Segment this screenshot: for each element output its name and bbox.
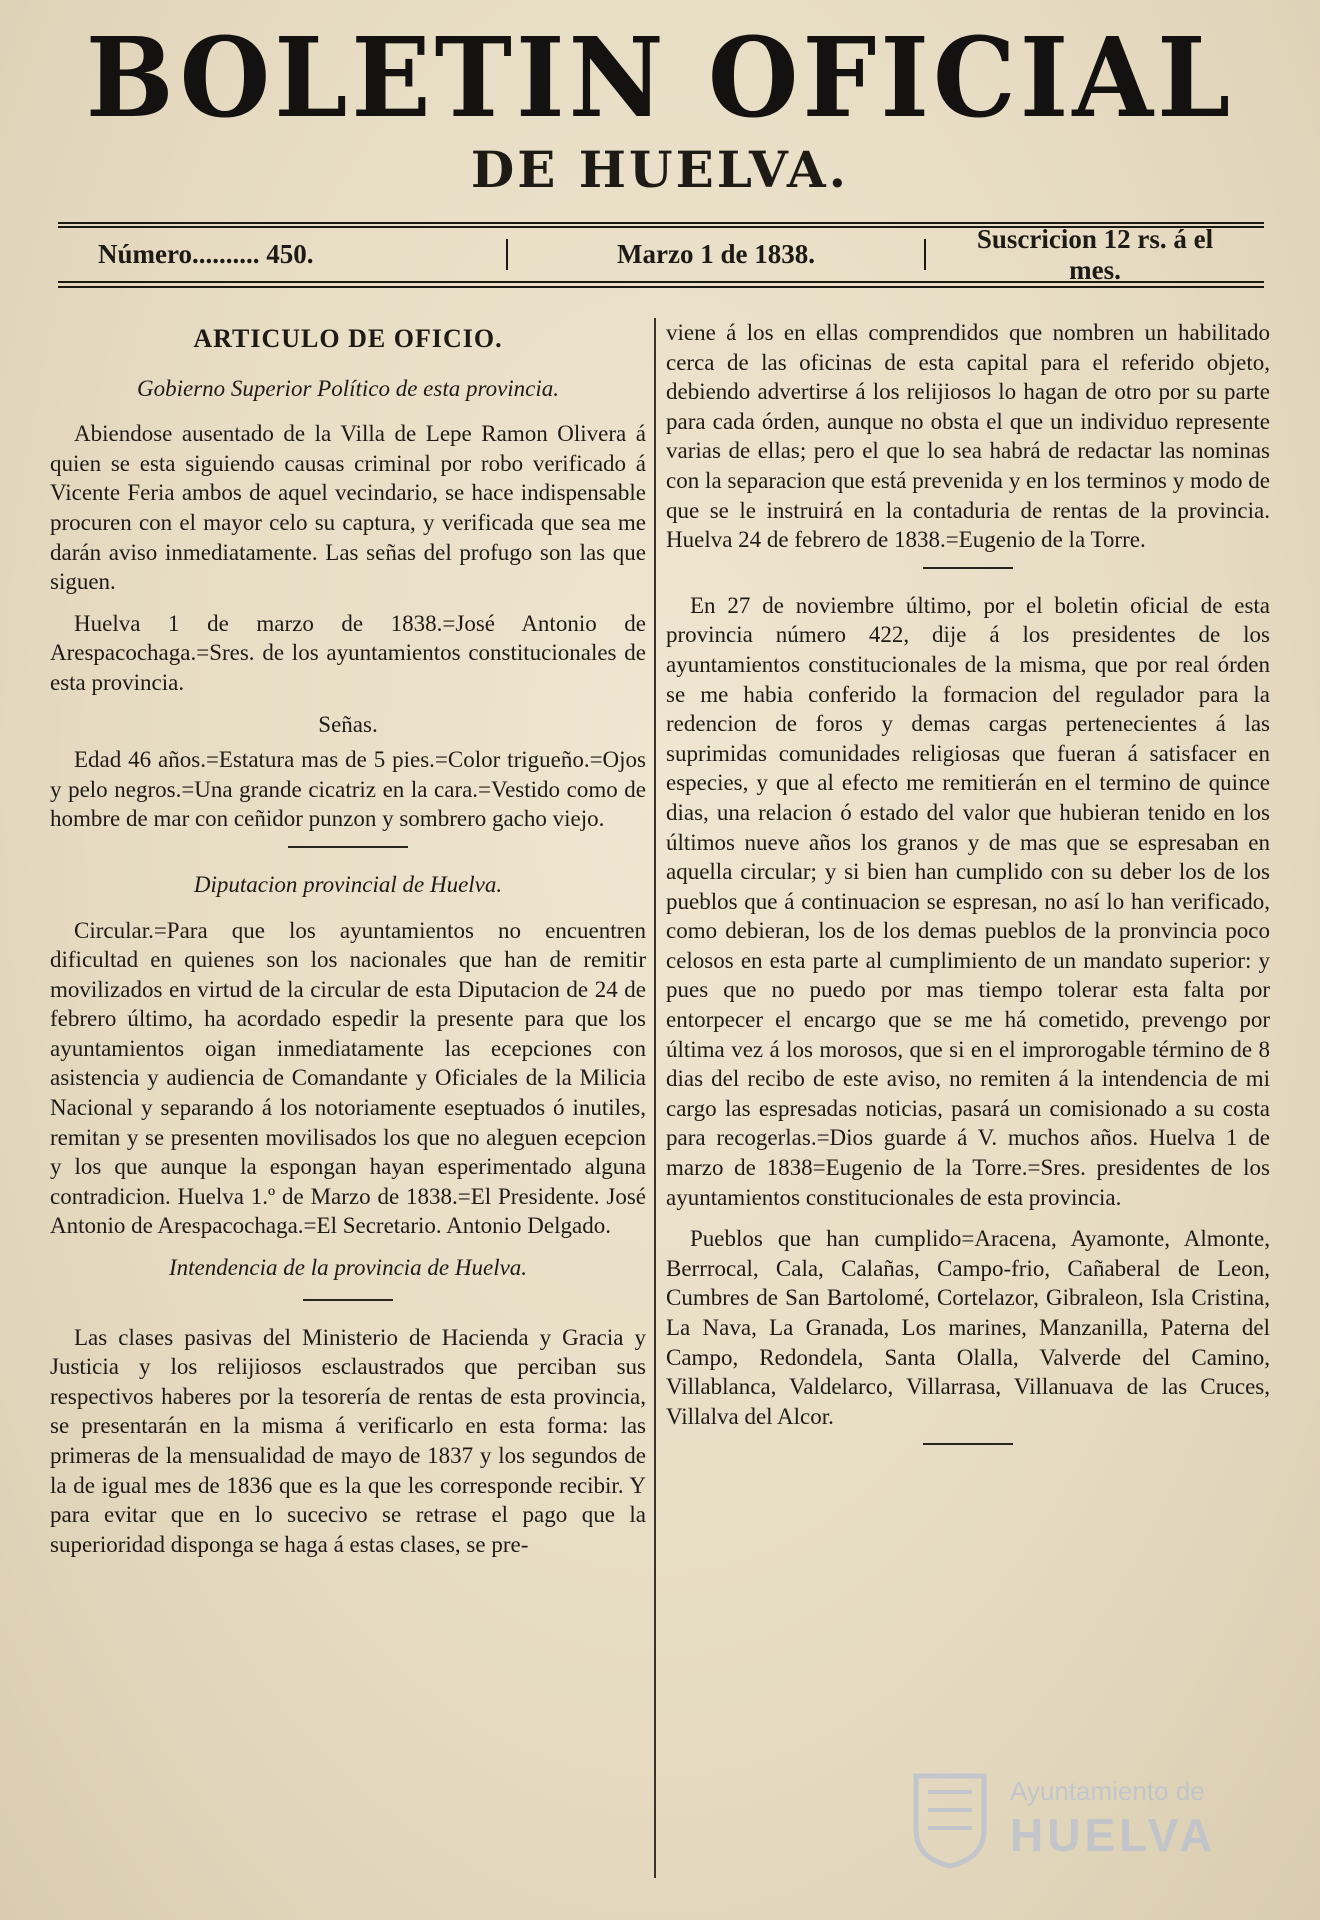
intendencia-heading: Intendencia de la provincia de Huelva. — [168, 1255, 528, 1281]
newspaper-subtitle: DE HUELVA. — [470, 140, 850, 199]
newspaper-title: BOLETIN OFICIAL — [85, 12, 1235, 143]
intendencia-paragraph: Las clases pasivas del Ministerio de Hacienda y Gracia y Justicia y los relijiosos esclaustrados que perciban sus respectivos haberes por la tesorería de rentas de esta provincia, se presentarán en la misma á verificarlo en esta forma: las primeras de la mensualidad de mayo de 1837 y los segundos de la de igual mes de 1836 que es la que les corresponde recibir. Y para evitar que en lo sucecivo se retrase el pago que la superioridad disponga se haga á estas clases, se pre- — [50, 1324, 646, 1557]
issue-date: Marzo 1 de 1838. — [508, 239, 926, 270]
archive-watermark — [910, 1770, 1240, 1880]
divider-rule — [923, 1443, 1013, 1445]
divider-rule — [923, 567, 1013, 569]
intendencia-continuation: viene á los en ellas comprendidos que nombren un habilitado cerca de las oficinas de esta capital para el referido objeto, debiendo advertirse á los relijiosos lo hagan de otro por su parte para cada órden, aunque no obsta el que un individuo represente varias de ellas; pero el que lo sea habrá de redactar las nominas con la separacion que está prevenida y en los terminos y modo de que se le instruirá en la contaduria de rentas de la provincia. Huelva 24 de febrero de 1838.=Eugenio de la Torre. — [666, 320, 1270, 553]
watermark-line1: Ayuntamiento de — [1010, 1776, 1205, 1806]
subscription-price: Suscricion 12 rs. á el mes. — [976, 223, 1214, 285]
shield-icon — [910, 1770, 990, 1870]
right-column — [666, 318, 1270, 1467]
issue-number: Número.......... 450. — [58, 239, 508, 270]
masthead — [0, 12, 1320, 199]
gobierno-paragraph: Abiendose ausentado de la Villa de Lepe Ramon Olivera á quien se esta siguiendo causas criminal por robo verificado á Vicente Feria ambos de aquel vecindario, se hace indispensable procuren con el mayor celo su captura, y verificada que sea me darán aviso inmediatamente. Las señas del profugo son las que siguen. — [50, 421, 646, 595]
divider-rule — [303, 1299, 393, 1301]
watermark-line2: HUELVA — [1010, 1809, 1217, 1861]
pueblos-paragraph: Pueblos que han cumplido=Aracena, Ayamonte, Almonte, Berrrocal, Cala, Calañas, Campo-frio, Cañaberal de Leon, Cumbres de San Bartolomé, Cortelazor, Gibraleon, Isla Cristina, La Nava, La Granada, Los marines, Manzanilla, Paterna del Campo, Redondela, Santa Olalla, Valverde del Camino, Villablanca, Valdelarco, Villarrasa, Villanuava de las Cruces, Villalva del Alcor. — [666, 1226, 1270, 1429]
issue-info-bar — [58, 222, 1264, 288]
divider-rule — [288, 846, 408, 848]
gobierno-signature: Huelva 1 de marzo de 1838.=José Antonio de Arespacochaga.=Sres. de los ayuntamientos constitucionales de esta provincia. — [50, 610, 646, 695]
senas-heading: Señas. — [318, 711, 378, 737]
section-title: ARTICULO DE OFICIO. — [193, 324, 503, 353]
diputacion-heading: Diputacion provincial de Huelva. — [193, 871, 503, 897]
column-divider — [654, 318, 656, 1878]
gobierno-heading: Gobierno Superior Político de esta provincia. — [136, 375, 560, 401]
left-column — [50, 318, 646, 1571]
diputacion-paragraph: Circular.=Para que los ayuntamientos no encuentren dificultad en quienes son los nacionales que han de remitir movilizados en virtud de la circular de esta Diputacion de 24 de febrero último, ha acordado espedir la presente para que los ayuntamientos oigan inmediatamente las ecepciones con asistencia y audiencia de Comandante y Oficiales de la Milicia Nacional y separando á los notoriamente eseptuados ó inutiles, remitan y se presenten movilisados los que no aleguen ecepcion y los que aunque la espongan hayan esperimentado alguna contradicion. Huelva 1.º de Marzo de 1838.=El Presidente. José Antonio de Arespacochaga.=El Secretario. Antonio Delgado. — [50, 917, 646, 1239]
senas-paragraph: Edad 46 años.=Estatura mas de 5 pies.=Color trigueño.=Ojos y pelo negros.=Una grande cicatriz en la cara.=Vestido como de hombre de mar con ceñidor punzon y sombrero gacho viejo. — [50, 747, 646, 832]
regulador-paragraph: En 27 de noviembre último, por el boletin oficial de esta provincia número 422, dije á los presidentes de los ayuntamientos constitucionales de la misma, que por real órden se me habia conferido la formacion del regulador para la redencion de foros y demas cargas pertenecientes á las suprimidas comunidades religiosas que fueran á satisfacer en especies, y que al efecto me remitierán en el termino de quince dias, una relacion ó estado del valor que hubieran tenido en los últimos nueve años los granos y de mas que se espresaban en aquella circular; y si bien han cumplido con su deber los de los pueblos que á continuacion se espresan, no así lo han verificado, como debieran, los de los demas pueblos de la pronvincia poco celosos en esta parte al cumplimiento de un mandato superior: y pues que no puedo por mas tiempo tolerar esta falta por entorpecer el encargo que se me há cometido, prevengo por última vez á los morosos, que si en el improrogable término de 8 dias del recibo de este aviso, no remiten á la intendencia de mi cargo las espresadas noticias, pasará un comisionado a su costa para recogerlas.=Dios guarde á V. muchos años. Huelva 1 de marzo de 1838=Eugenio de la Torre.=Sres. presidentes de los ayuntamientos constitucionales de esta provincia. — [666, 592, 1270, 1210]
